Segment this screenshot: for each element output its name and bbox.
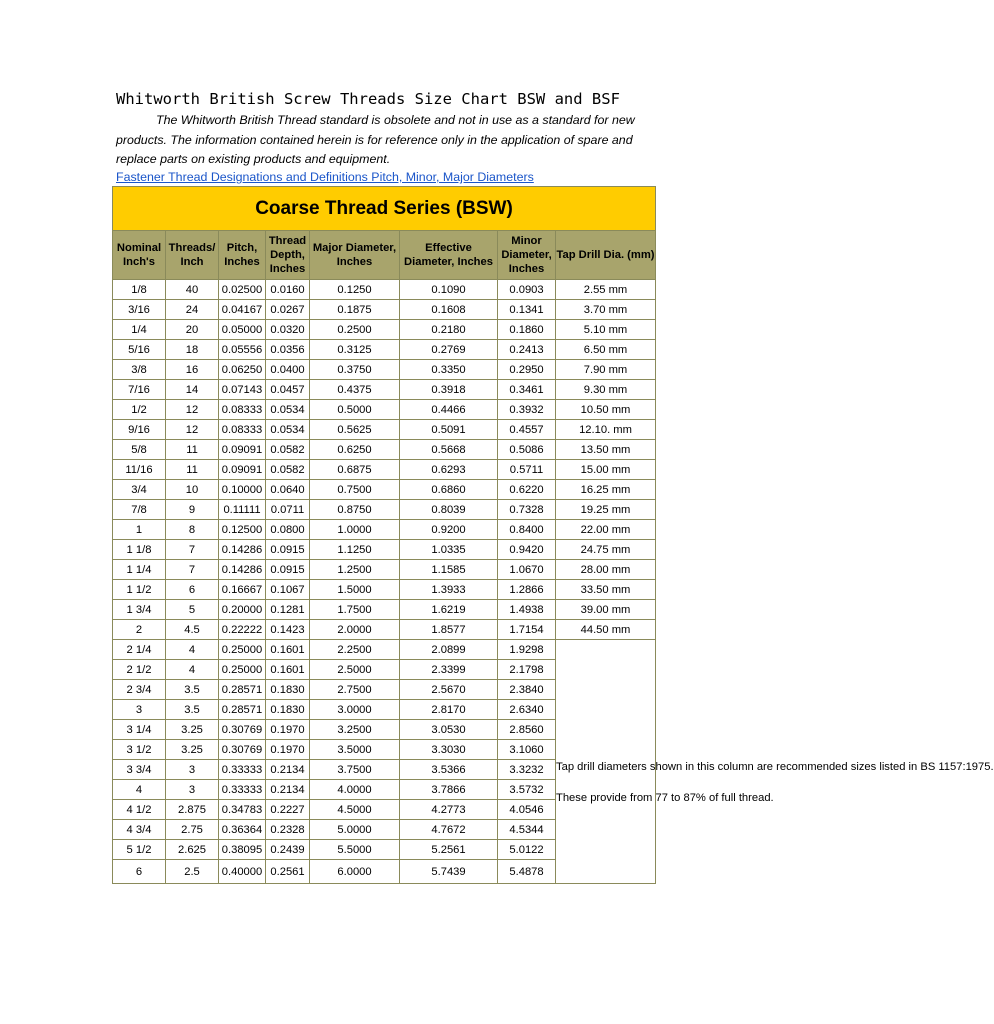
table-cell: 0.08333 <box>219 420 266 440</box>
table-cell: 0.0400 <box>266 360 310 380</box>
table-cell: 3.70 mm <box>556 300 656 320</box>
table-row <box>113 340 656 360</box>
table-cell: 12 <box>166 400 219 420</box>
table-cell: 3.5000 <box>310 740 400 760</box>
column-header: Nominal Inch's <box>113 231 166 280</box>
table-row <box>113 560 656 580</box>
table-cell: 2.7500 <box>310 680 400 700</box>
table-cell: 1 1/2 <box>113 580 166 600</box>
table-cell: 10 <box>166 480 219 500</box>
table-cell: 2.5000 <box>310 660 400 680</box>
table-cell: 7.90 mm <box>556 360 656 380</box>
table-cell: 0.1250 <box>310 280 400 300</box>
table-cell: 24.75 mm <box>556 540 656 560</box>
table-cell: 0.6875 <box>310 460 400 480</box>
table-cell: 22.00 mm <box>556 520 656 540</box>
table-title: Coarse Thread Series (BSW) <box>113 187 656 231</box>
table-cell: 4.5 <box>166 620 219 640</box>
table-cell: 2.0000 <box>310 620 400 640</box>
table-cell: 0.30769 <box>219 740 266 760</box>
table-cell: 0.6250 <box>310 440 400 460</box>
tap-drill-note-text: Tap drill diameters shown in this column are recommended sizes listed in BS 1157:1975. <box>556 760 994 773</box>
table-cell: 5.0122 <box>498 840 556 860</box>
table-cell: 0.14286 <box>219 560 266 580</box>
table-cell: 0.2413 <box>498 340 556 360</box>
table-cell: 1.5000 <box>310 580 400 600</box>
table-cell: 3/16 <box>113 300 166 320</box>
table-cell: 3/8 <box>113 360 166 380</box>
table-cell: 0.02500 <box>219 280 266 300</box>
table-cell: 2.6340 <box>498 700 556 720</box>
table-cell: 0.2439 <box>266 840 310 860</box>
table-cell: 3.3030 <box>400 740 498 760</box>
table-cell: 0.2180 <box>400 320 498 340</box>
table-cell: 1 3/4 <box>113 600 166 620</box>
table-cell: 3.5 <box>166 680 219 700</box>
table-cell: 9/16 <box>113 420 166 440</box>
table-cell: 3 <box>166 780 219 800</box>
table-cell: 4.2773 <box>400 800 498 820</box>
table-cell: 3 <box>166 760 219 780</box>
table-cell: 0.11111 <box>219 500 266 520</box>
table-cell: 14 <box>166 380 219 400</box>
table-cell: 5.5000 <box>310 840 400 860</box>
table-cell: 0.6293 <box>400 460 498 480</box>
table-cell: 1.7154 <box>498 620 556 640</box>
column-header: Threads/ Inch <box>166 231 219 280</box>
table-cell: 0.1601 <box>266 640 310 660</box>
table-cell: 5/8 <box>113 440 166 460</box>
table-cell: 0.0915 <box>266 560 310 580</box>
table-cell: 2.2500 <box>310 640 400 660</box>
table-cell: 0.07143 <box>219 380 266 400</box>
table-cell: 4 <box>166 660 219 680</box>
table-cell: 0.0800 <box>266 520 310 540</box>
table-cell: 0.6220 <box>498 480 556 500</box>
table-cell: 1/2 <box>113 400 166 420</box>
table-cell: 0.2134 <box>266 780 310 800</box>
table-cell: 0.4557 <box>498 420 556 440</box>
table-cell: 3.5 <box>166 700 219 720</box>
table-cell: 0.3350 <box>400 360 498 380</box>
table-cell: 2.75 <box>166 820 219 840</box>
table-row <box>113 480 656 500</box>
table-cell: 0.1970 <box>266 720 310 740</box>
table-row <box>113 540 656 560</box>
table-cell: 4.7672 <box>400 820 498 840</box>
table-cell: 0.10000 <box>219 480 266 500</box>
table-row <box>113 300 656 320</box>
table-cell: 0.28571 <box>219 680 266 700</box>
table-row <box>113 460 656 480</box>
intro-paragraph: The Whitworth British Thread standard is obsolete and not in use as a standard for new products. The information contained herein is for reference only in the application of spare and replace parts on existing products and equipment. <box>116 113 635 166</box>
table-row <box>113 520 656 540</box>
table-cell: 2 <box>113 620 166 640</box>
table-cell: 4.5000 <box>310 800 400 820</box>
table-cell: 5.7439 <box>400 860 498 884</box>
table-cell: 6 <box>166 580 219 600</box>
table-cell: 2.1798 <box>498 660 556 680</box>
table-cell: 0.28571 <box>219 700 266 720</box>
table-cell: 3.5366 <box>400 760 498 780</box>
table-cell: 8 <box>166 520 219 540</box>
table-cell: 5.10 mm <box>556 320 656 340</box>
table-cell: 0.08333 <box>219 400 266 420</box>
table-cell: 3.0000 <box>310 700 400 720</box>
table-cell: 18 <box>166 340 219 360</box>
table-cell: 2.0899 <box>400 640 498 660</box>
table-cell: 0.12500 <box>219 520 266 540</box>
table-cell: 0.0534 <box>266 400 310 420</box>
table-row <box>113 620 656 640</box>
table-row <box>113 440 656 460</box>
table-cell: 0.0640 <box>266 480 310 500</box>
table-cell: 2.8170 <box>400 700 498 720</box>
table-cell: 11/16 <box>113 460 166 480</box>
table-cell: 0.14286 <box>219 540 266 560</box>
table-cell: 0.2950 <box>498 360 556 380</box>
table-cell: 0.16667 <box>219 580 266 600</box>
table-cell: 39.00 mm <box>556 600 656 620</box>
table-cell: 4.5344 <box>498 820 556 840</box>
table-cell: 1 1/4 <box>113 560 166 580</box>
table-cell: 1.4938 <box>498 600 556 620</box>
table-cell: 4 <box>113 780 166 800</box>
table-cell: 0.0320 <box>266 320 310 340</box>
table-cell: 0.3932 <box>498 400 556 420</box>
table-cell: 1.1585 <box>400 560 498 580</box>
table-cell: 0.0582 <box>266 460 310 480</box>
table-cell: 1.0000 <box>310 520 400 540</box>
table-cell: 3.25 <box>166 720 219 740</box>
table-cell: 7/8 <box>113 500 166 520</box>
table-cell: 3 1/4 <box>113 720 166 740</box>
table-cell: 1 <box>113 520 166 540</box>
table-cell: 6 <box>113 860 166 884</box>
table-cell: 4.0000 <box>310 780 400 800</box>
table-cell: 15.00 mm <box>556 460 656 480</box>
table-cell: 6.0000 <box>310 860 400 884</box>
table-row <box>113 380 656 400</box>
table-cell: 0.04167 <box>219 300 266 320</box>
table-cell: 0.2500 <box>310 320 400 340</box>
table-cell: 28.00 mm <box>556 560 656 580</box>
tap-drill-note <box>556 640 994 884</box>
table-cell: 10.50 mm <box>556 400 656 420</box>
column-header-row <box>113 231 656 280</box>
table-cell: 0.20000 <box>219 600 266 620</box>
table-cell: 2.8560 <box>498 720 556 740</box>
table-cell: 0.33333 <box>219 760 266 780</box>
table-cell: 0.36364 <box>219 820 266 840</box>
table-cell: 5.0000 <box>310 820 400 840</box>
table-cell: 0.8400 <box>498 520 556 540</box>
table-cell: 5 <box>166 600 219 620</box>
table-cell: 40 <box>166 280 219 300</box>
table-cell: 9 <box>166 500 219 520</box>
table-cell: 2 1/4 <box>113 640 166 660</box>
column-header: Major Diameter, Inches <box>310 231 400 280</box>
table-row <box>113 400 656 420</box>
table-cell: 0.1970 <box>266 740 310 760</box>
table-cell: 0.5711 <box>498 460 556 480</box>
column-header: Effective Diameter, Inches <box>400 231 498 280</box>
table-cell: 0.1875 <box>310 300 400 320</box>
table-cell: 33.50 mm <box>556 580 656 600</box>
table-cell: 2.5670 <box>400 680 498 700</box>
table-cell: 7/16 <box>113 380 166 400</box>
table-cell: 0.5000 <box>310 400 400 420</box>
table-cell: 0.4466 <box>400 400 498 420</box>
table-cell: 1.2500 <box>310 560 400 580</box>
table-cell: 0.2328 <box>266 820 310 840</box>
table-cell: 0.8039 <box>400 500 498 520</box>
table-cell: 0.1281 <box>266 600 310 620</box>
document-title: Whitworth British Screw Threads Size Chart BSW and BSF <box>116 90 620 108</box>
table-cell: 24 <box>166 300 219 320</box>
table-cell: 3 3/4 <box>113 760 166 780</box>
table-cell: 0.22222 <box>219 620 266 640</box>
table-cell: 16.25 mm <box>556 480 656 500</box>
table-cell: 9.30 mm <box>556 380 656 400</box>
table-cell: 1.9298 <box>498 640 556 660</box>
table-cell: 12.10. mm <box>556 420 656 440</box>
table-cell: 7 <box>166 560 219 580</box>
table-row <box>113 580 656 600</box>
table-cell: 2 1/2 <box>113 660 166 680</box>
table-cell: 3.7500 <box>310 760 400 780</box>
table-cell: 0.0915 <box>266 540 310 560</box>
table-cell: 0.1830 <box>266 680 310 700</box>
table-cell: 0.0711 <box>266 500 310 520</box>
table-cell: 3.0530 <box>400 720 498 740</box>
table-cell: 0.25000 <box>219 660 266 680</box>
table-cell: 0.4375 <box>310 380 400 400</box>
table-cell: 0.09091 <box>219 440 266 460</box>
table-cell: 0.1090 <box>400 280 498 300</box>
table-cell: 0.40000 <box>219 860 266 884</box>
table-cell: 0.0534 <box>266 420 310 440</box>
table-cell: 1.2866 <box>498 580 556 600</box>
table-cell: 2.55 mm <box>556 280 656 300</box>
table-cell: 0.1423 <box>266 620 310 640</box>
table-cell: 1/4 <box>113 320 166 340</box>
table-cell: 3 <box>113 700 166 720</box>
table-cell: 3 1/2 <box>113 740 166 760</box>
table-cell: 2.3399 <box>400 660 498 680</box>
table-cell: 3.5732 <box>498 780 556 800</box>
table-row <box>113 640 656 660</box>
table-cell: 16 <box>166 360 219 380</box>
table-cell: 13.50 mm <box>556 440 656 460</box>
table-cell: 0.38095 <box>219 840 266 860</box>
table-cell: 0.9420 <box>498 540 556 560</box>
thread-definitions-link[interactable]: Fastener Thread Designations and Definitions Pitch, Minor, Major Diameters <box>116 170 534 184</box>
table-cell: 7 <box>166 540 219 560</box>
table-cell: 0.34783 <box>219 800 266 820</box>
table-cell: 19.25 mm <box>556 500 656 520</box>
table-cell: 0.5625 <box>310 420 400 440</box>
table-cell: 0.0457 <box>266 380 310 400</box>
table-cell: 0.8750 <box>310 500 400 520</box>
table-cell: 0.3750 <box>310 360 400 380</box>
table-cell: 0.0903 <box>498 280 556 300</box>
table-cell: 0.1067 <box>266 580 310 600</box>
table-cell: 0.33333 <box>219 780 266 800</box>
table-cell: 5/16 <box>113 340 166 360</box>
table-cell: 0.7328 <box>498 500 556 520</box>
table-row <box>113 320 656 340</box>
table-cell: 0.0356 <box>266 340 310 360</box>
table-cell: 0.1830 <box>266 700 310 720</box>
table-cell: 2.625 <box>166 840 219 860</box>
table-cell: 4.0546 <box>498 800 556 820</box>
table-cell: 6.50 mm <box>556 340 656 360</box>
table-cell: 2.3840 <box>498 680 556 700</box>
table-cell: 0.3461 <box>498 380 556 400</box>
table-cell: 0.2769 <box>400 340 498 360</box>
tap-drill-note-text: These provide from 77 to 87% of full thread. <box>556 791 774 804</box>
table-cell: 1/8 <box>113 280 166 300</box>
table-cell: 3.3232 <box>498 760 556 780</box>
table-cell: 0.1608 <box>400 300 498 320</box>
column-header: Thread Depth, Inches <box>266 231 310 280</box>
table-cell: 1.0335 <box>400 540 498 560</box>
table-cell: 0.05000 <box>219 320 266 340</box>
table-cell: 0.5091 <box>400 420 498 440</box>
table-cell: 0.30769 <box>219 720 266 740</box>
table-cell: 0.1341 <box>498 300 556 320</box>
table-cell: 0.9200 <box>400 520 498 540</box>
table-cell: 1 1/8 <box>113 540 166 560</box>
table-cell: 1.8577 <box>400 620 498 640</box>
table-cell: 1.7500 <box>310 600 400 620</box>
table-row <box>113 360 656 380</box>
table-cell: 0.3918 <box>400 380 498 400</box>
table-cell: 5 1/2 <box>113 840 166 860</box>
table-cell: 2 3/4 <box>113 680 166 700</box>
table-cell: 0.5086 <box>498 440 556 460</box>
table-cell: 0.7500 <box>310 480 400 500</box>
table-cell: 0.06250 <box>219 360 266 380</box>
table-cell: 0.2561 <box>266 860 310 884</box>
table-cell: 1.1250 <box>310 540 400 560</box>
table-cell: 3/4 <box>113 480 166 500</box>
column-header: Pitch, Inches <box>219 231 266 280</box>
table-cell: 4 <box>166 640 219 660</box>
table-cell: 3.2500 <box>310 720 400 740</box>
table-cell: 2.5 <box>166 860 219 884</box>
table-cell: 0.6860 <box>400 480 498 500</box>
table-cell: 11 <box>166 440 219 460</box>
table-cell: 0.09091 <box>219 460 266 480</box>
table-cell: 0.0267 <box>266 300 310 320</box>
table-cell: 1.6219 <box>400 600 498 620</box>
coarse-thread-table <box>112 186 994 884</box>
table-cell: 44.50 mm <box>556 620 656 640</box>
table-cell: 0.5668 <box>400 440 498 460</box>
table-row <box>113 500 656 520</box>
table-cell: 12 <box>166 420 219 440</box>
table-row <box>113 420 656 440</box>
table-cell: 0.1860 <box>498 320 556 340</box>
table-cell: 0.2227 <box>266 800 310 820</box>
table-cell: 20 <box>166 320 219 340</box>
table-cell: 0.1601 <box>266 660 310 680</box>
table-cell: 3.25 <box>166 740 219 760</box>
table-cell: 5.2561 <box>400 840 498 860</box>
column-header: Tap Drill Dia. (mm) <box>556 231 656 280</box>
table-cell: 0.25000 <box>219 640 266 660</box>
table-cell: 11 <box>166 460 219 480</box>
table-cell: 0.0160 <box>266 280 310 300</box>
table-cell: 5.4878 <box>498 860 556 884</box>
table-cell: 3.7866 <box>400 780 498 800</box>
table-cell: 4 3/4 <box>113 820 166 840</box>
table-row <box>113 600 656 620</box>
table-cell: 1.3933 <box>400 580 498 600</box>
table-cell: 3.1060 <box>498 740 556 760</box>
table-cell: 2.875 <box>166 800 219 820</box>
table-cell: 0.3125 <box>310 340 400 360</box>
table-cell: 0.05556 <box>219 340 266 360</box>
table-cell: 0.0582 <box>266 440 310 460</box>
table-row <box>113 280 656 300</box>
table-cell: 1.0670 <box>498 560 556 580</box>
column-header: Minor Diameter, Inches <box>498 231 556 280</box>
table-cell: 0.2134 <box>266 760 310 780</box>
table-cell: 4 1/2 <box>113 800 166 820</box>
